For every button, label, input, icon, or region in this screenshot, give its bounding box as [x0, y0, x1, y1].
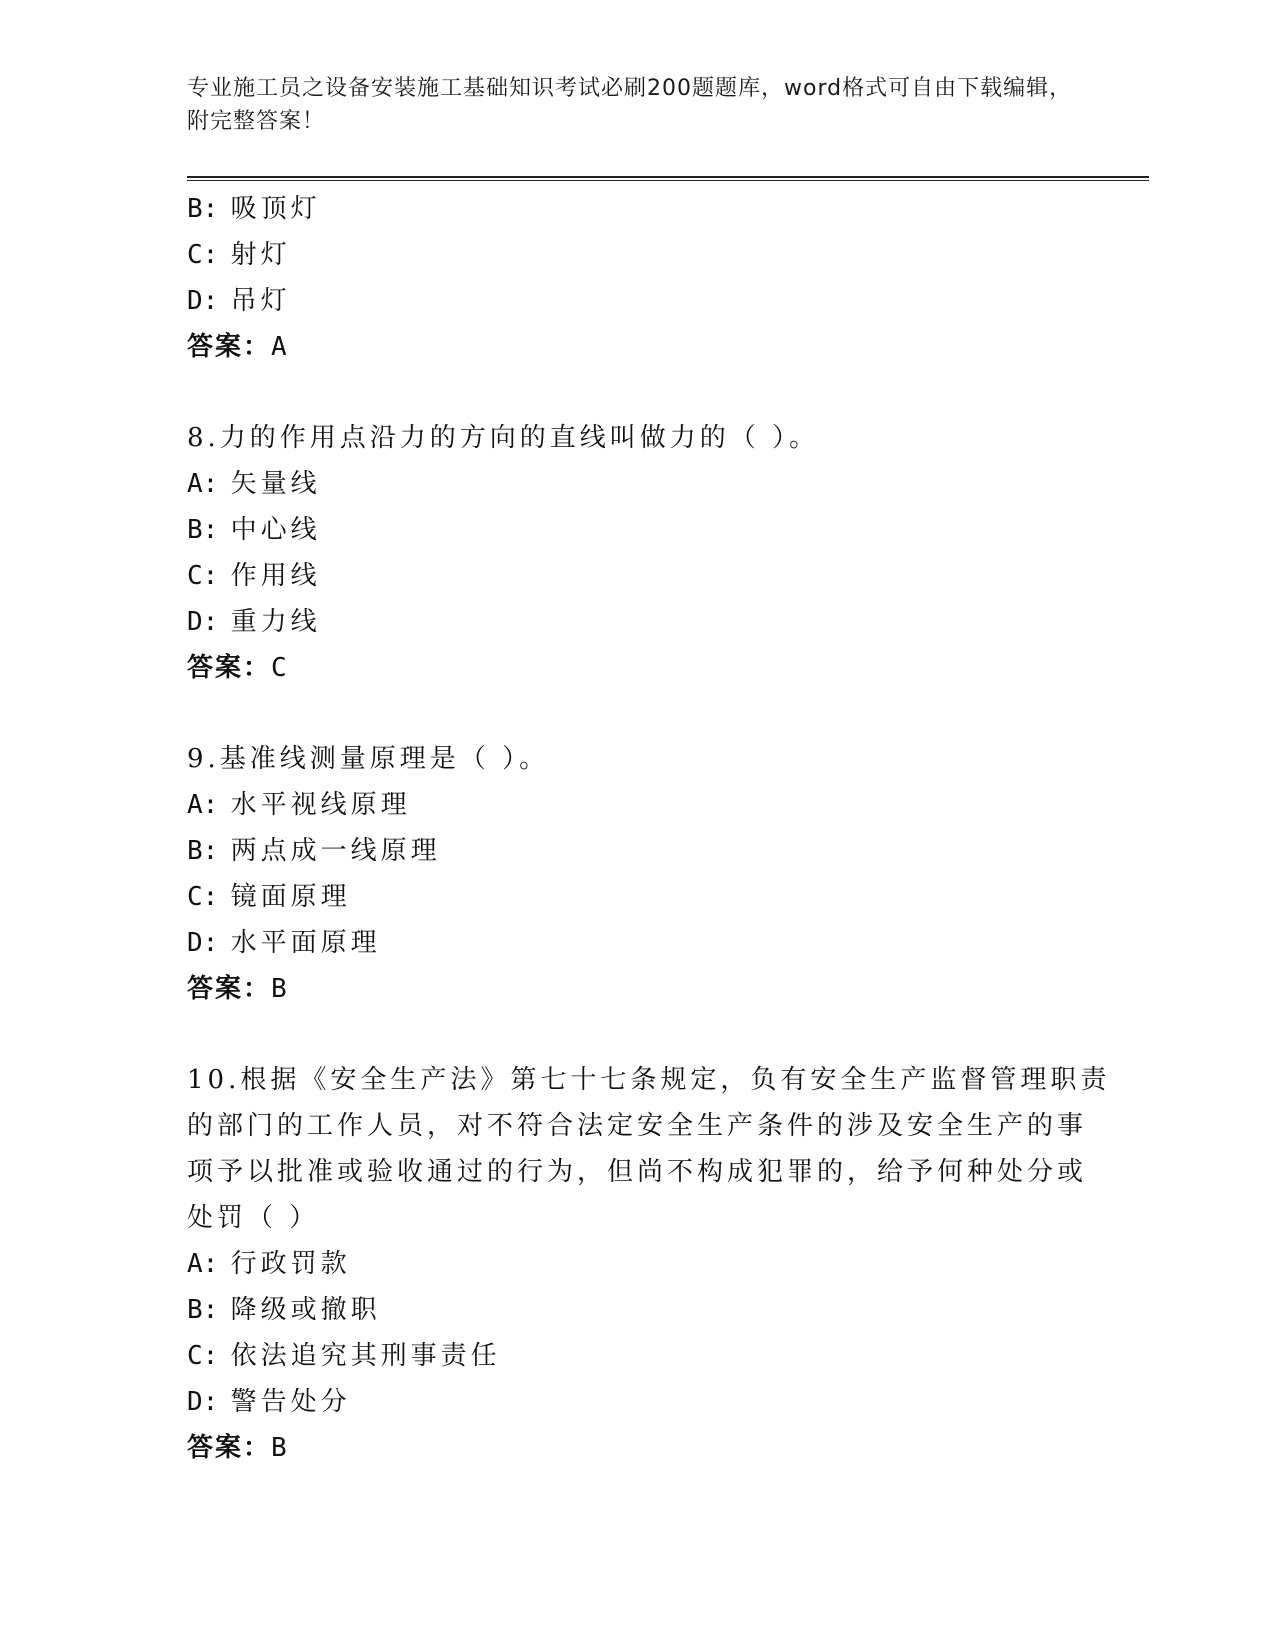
question-stem-line: 10.根据《安全生产法》第七十七条规定，负有安全生产监督管理职责	[187, 1065, 1111, 1095]
answer-line: 答案：B	[187, 1433, 289, 1463]
option-a: A: 水平视线原理	[187, 790, 411, 820]
option-b: B: 中心线	[187, 515, 321, 545]
option-d: D: 水平面原理	[187, 928, 381, 958]
question-9	[187, 736, 1087, 1012]
option-c: C: 依法追究其刑事责任	[187, 1341, 501, 1371]
question-stem-line: 处罚（ ）	[187, 1203, 320, 1233]
question-stem-line: 的部门的工作人员，对不符合法定安全生产条件的涉及安全生产的事	[187, 1111, 1088, 1141]
question-7-continued	[187, 186, 1087, 370]
question-8	[187, 415, 1087, 691]
answer-line: 答案：A	[187, 332, 289, 362]
question-stem-line: 项予以批准或验收通过的行为，但尚不构成犯罪的，给予何种处分或	[187, 1157, 1088, 1187]
question-stem: 8.力的作用点沿力的方向的直线叫做力的（ ）。	[187, 423, 820, 453]
option-c: C: 镜面原理	[187, 882, 351, 912]
option-c: C: 作用线	[187, 561, 321, 591]
page-header	[187, 72, 1087, 138]
option-d: D: 警告处分	[187, 1387, 351, 1417]
option-d: D: 重力线	[187, 607, 321, 637]
question-stem: 9.基准线测量原理是（ ）。	[187, 744, 550, 774]
option-a: A: 行政罚款	[187, 1249, 351, 1279]
option-c: C: 射灯	[187, 240, 291, 270]
header-divider	[187, 176, 1149, 181]
answer-line: 答案：C	[187, 653, 289, 683]
option-b: B: 两点成一线原理	[187, 836, 441, 866]
question-10	[187, 1057, 1111, 1471]
question-list	[187, 186, 1111, 1471]
option-b: B: 吸顶灯	[187, 194, 321, 224]
page-title: 专业施工员之设备安装施工基础知识考试必刷200题题库，word格式可自由下载编辑，附完整答案！	[187, 76, 1073, 134]
option-a: A: 矢量线	[187, 469, 321, 499]
answer-line: 答案：B	[187, 974, 289, 1004]
option-d: D: 吊灯	[187, 286, 291, 316]
option-b: B: 降级或撤职	[187, 1295, 381, 1325]
